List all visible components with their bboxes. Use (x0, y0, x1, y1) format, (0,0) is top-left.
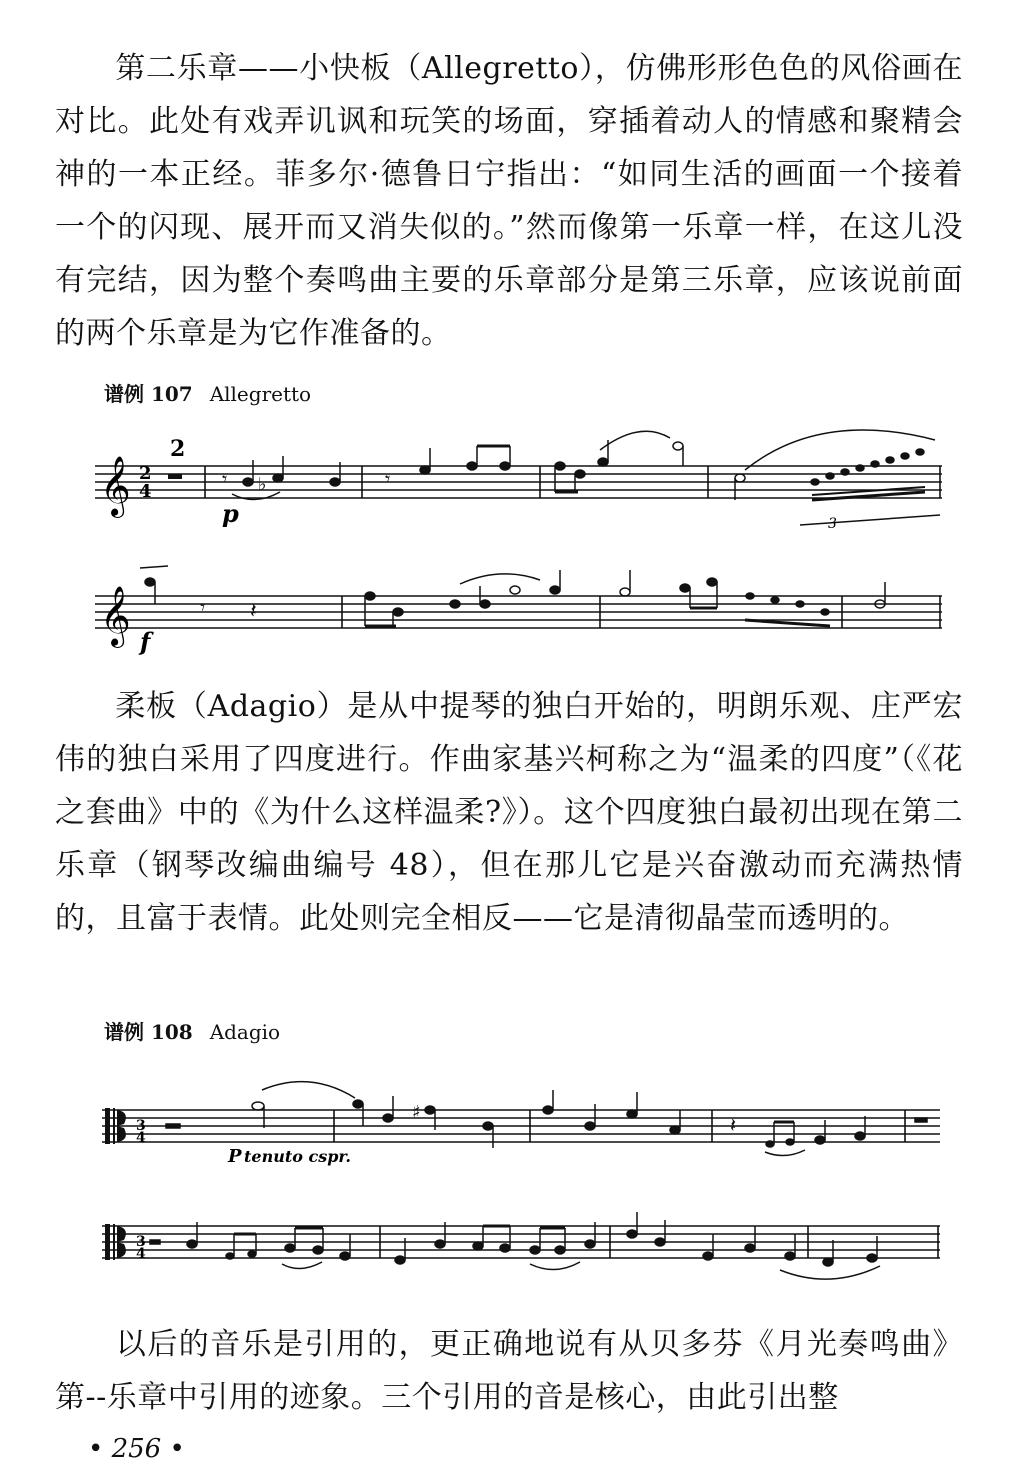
svg-text:𝄾: 𝄾 (200, 595, 206, 619)
paragraph-text: 柔板（Adagio）是从中提琴的独白开始的，明朗乐观、庄严宏伟的独白采用了四度进行。作曲家基兴柯称之为“温柔的四度”（《花之套曲》中的《为什么这样温柔?》）。这个四度独白最初出现在第二乐章（钢琴改编曲编号 48），但在那儿它是兴奋激动而充满热情的，且富于表情。此处则完全相反——它是清彻晶莹而透明的。 (55, 689, 963, 936)
example-tempo: Adagio (209, 1020, 281, 1044)
svg-text:𝄽: 𝄽 (730, 1113, 737, 1137)
paragraph-text: 以后的音乐是引用的，更正确地说有从贝多芬《月光奏鸣曲》第--乐章中引用的迹象。三个引用的音是核心，由此引出整 (55, 1327, 963, 1415)
triplet-mark: 3 (828, 516, 837, 532)
notes-m1 (222, 456, 340, 500)
treble-clef-icon: 𝄞 (100, 456, 131, 516)
notes-m4 (735, 430, 940, 525)
dynamic-mark: p (222, 499, 239, 528)
svg-text:♯: ♯ (412, 1102, 421, 1123)
paragraph-text: 第二乐章——小快板（Allegretto），仿佛形形色色的风俗画在对比。此处有戏弄讥讽和玩笑的场面，穿插着动人的情感和聚精会神的一本正经。菲多尔·德鲁日宁指出：“如同生活的画面一个接着一个的闪现、展开而又消失似的。”然而像第一乐章一样，在这儿没有完结，因为整个奏鸣曲主要的乐章部分是第三乐章，应该说前面的两个乐章是为它作准备的。 (55, 51, 963, 351)
treble-clef-icon: 𝄞 (100, 586, 131, 646)
notes-108-line2 (150, 1212, 880, 1279)
svg-text:♭: ♭ (258, 474, 267, 495)
example-108-caption (104, 1016, 280, 1045)
music-score-108 (0, 1060, 1026, 1300)
notes-m3 (555, 431, 683, 492)
svg-text:4: 4 (136, 1130, 146, 1146)
svg-text:𝄾: 𝄾 (222, 467, 228, 491)
page-number: • 256 • (88, 1434, 185, 1464)
dynamic-mark: f (140, 627, 151, 656)
dynamic-mark: P (228, 1146, 242, 1167)
svg-text:4: 4 (136, 1246, 146, 1262)
example-label: 谱例 108 (104, 1020, 193, 1044)
example-tempo: Allegretto (209, 382, 312, 406)
example-label: 谱例 107 (104, 382, 193, 406)
time-signature-bottom: 4 (139, 481, 152, 502)
whole-rest (168, 474, 182, 479)
svg-text:𝄾: 𝄾 (385, 467, 391, 491)
multirest-count: 2 (170, 436, 186, 462)
paragraph-quotation (55, 1318, 963, 1424)
svg-text:3: 3 (136, 1234, 146, 1250)
paragraph-adagio (55, 680, 963, 945)
svg-text:𝄽: 𝄽 (250, 599, 257, 624)
notes-m2 (385, 446, 510, 491)
music-score-107 (0, 0, 1026, 680)
time-signature-top: 2 (139, 463, 152, 484)
svg-text:3: 3 (136, 1118, 146, 1134)
expression-mark: tenuto cspr. (244, 1147, 351, 1166)
